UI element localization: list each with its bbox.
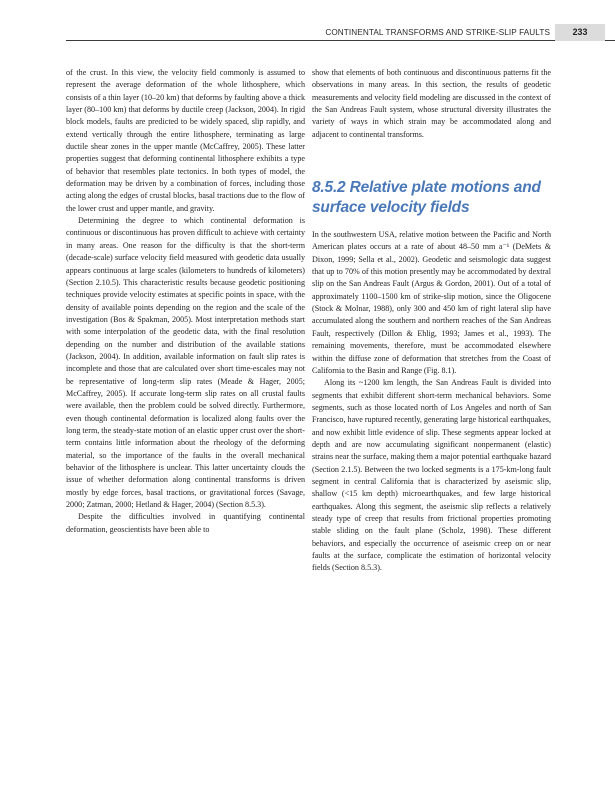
- header-rule: [66, 40, 615, 41]
- left-column: [66, 67, 305, 536]
- paragraph: Determining the degree to which continental deformation is continuous or discontinuous has proven difficult to achieve with certainty in many areas. One reason for the difficulty is that the short-term (decade-scale) surface velocity field measured with geodetic data usually appears continuous at large scales (kilometers to hundreds of kilometers) (Section 2.10.5). This characteristic results because geodetic positioning techniques provide velocity estimates at specific points in space, with the density of available points depending on the region and the scale of the investigation (Bos & Spakman, 2005). Most interpretation methods start with some interpolation of the geodetic data, with the final resolution depending on the number and distribution of the available stations (Jackson, 2004). In addition, available information on fault slip rates is incomplete and those that are calculated over short time-escales may not be representative of long-term slip rates (Meade & Hager, 2005; McCaffrey, 2005). If accurate long-term slip rates on all crustal faults were available, then the problem could be solved directly. Furthermore, even though continental deformation is localized along faults over the long term, the steady-state motion of an elastic upper crust over the short-term contains little information about the rheology of the deforming material, so the importance of the faults in the overall mechanical behavior of the lithosphere is unclear. This latter uncertainty clouds the issue of whether deformation along continental transforms is driven mostly by edge forces, basal tractions, or gravitational forces (Savage, 2000; Zatman, 2000; Hetland & Hager, 2004) (Section 8.5.3).: [66, 216, 305, 510]
- paragraph: of the crust. In this view, the velocity field commonly is assumed to represent the average deformation of the whole lithosphere, which consists of a thin layer (10–20 km) that deforms by faulting above a thick layer (80–100 km) that deforms by ductile creep (Jackson, 2004). In rigid block models, faults are predicted to be widely spaced, slip rapidly, and extend vertically through the entire lithosphere, terminating as large ductile shear zones in the upper mantle (McCaffrey, 2005). These latter properties suggest that deforming continental lithosphere exhibits a type of behavior that resembles plate tectonics. In both types of model, the deformation may be driven by a combination of forces, including those acting along the edges of crustal blocks, basal tractions due to the flow of the lower crust and upper mantle, and gravity.: [66, 68, 305, 213]
- page-number: 233: [555, 24, 605, 41]
- paragraph: show that elements of both continuous and discontinuous patterns fit the observations in many areas. In this section, the results of geodetic measurements and velocity field modeling are discussed in the context of the San Andreas Fault system, whose structural diversity illustrates the variety of ways in which strain may be accommodated along and adjacent to continental transforms.: [312, 68, 551, 139]
- paragraph: In the southwestern USA, relative motion between the Pacific and North American plates occurs at a rate of about 48–50 mm a⁻¹ (DeMets & Dixon, 1999; Sella et al., 2002). Geodetic and seismologic data suggest that up to 70% of this motion presently may be accommodated by dextral slip on the San Andreas Fault (Argus & Gordon, 2001). Out of a total of approximately 1100–1500 km of strike-slip motion, since the Oligocene (Stock & Molnar, 1988), only 300 and 450 km of right lateral slip have accumulated along the southern and northern reaches of the San Andreas Fault, respectively (Dillon & Ehlig, 1993; James et al., 1993). The remaining movements, therefore, must be accommodated elsewhere within the diffuse zone of deformation that stretches from the Coast of California to the Basin and Range (Fig. 8.1).: [312, 230, 551, 375]
- running-title: CONTINENTAL TRANSFORMS AND STRIKE-SLIP FAULTS: [325, 28, 550, 37]
- right-column: [312, 67, 551, 575]
- section-heading: 8.5.2 Relative plate motions and surface velocity fields: [312, 179, 541, 216]
- paragraph: Along its ~1200 km length, the San Andreas Fault is divided into segments that exhibit different short-term mechanical behaviors. Some segments, such as those located north of Los Angeles and north of San Francisco, have ruptured recently, generating large historical earthquakes, and now exhibit little evidence of slip. These segments appear locked at depth and are now accumulating significant nonpermanent (elastic) strains near the surface, making them a major potential earthquake hazard (Section 2.1.5). Between the two locked segments is a 175-km-long fault segment in central California that is characterized by aseismic slip, shallow (<15 km depth) microearthquakes, and few large historical earthquakes. Along this segment, the aseismic slip reflects a relatively steady type of creep that results from frictional properties promoting stable sliding on the fault plane (Scholz, 1998). These different behaviors, and especially the occurrence of aseismic creep on or near faults at the surface, complicate the estimation of horizontal velocity fields (Section 8.5.3).: [312, 378, 551, 573]
- paragraph: Despite the difficulties involved in quantifying continental deformation, geoscientists have been able to: [66, 512, 305, 534]
